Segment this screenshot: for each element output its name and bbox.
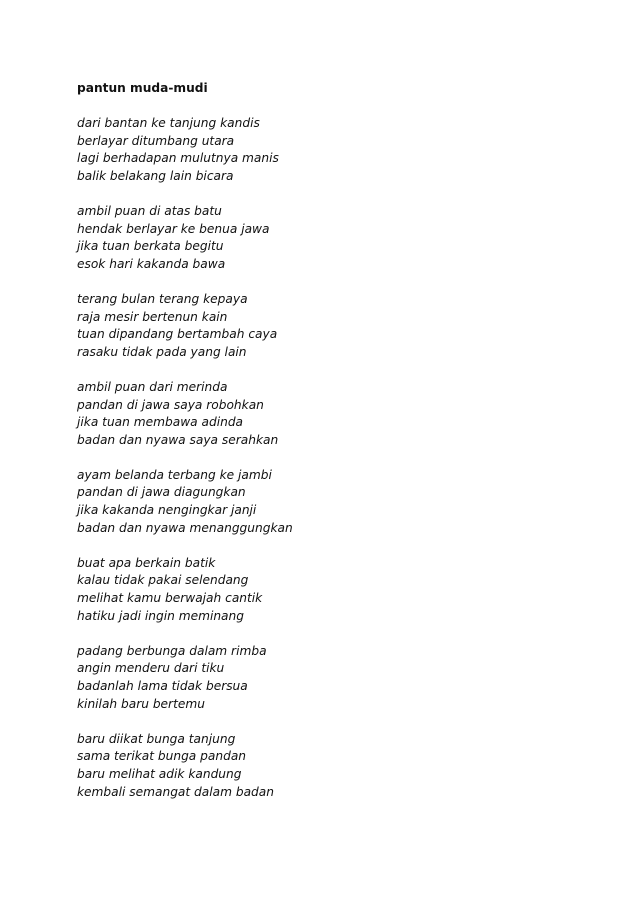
stanza-line: pandan di jawa saya robohkan: [77, 397, 264, 412]
stanza-line: baru melihat adik kandung: [77, 766, 242, 781]
stanza-line: badanlah lama tidak bersua: [77, 679, 248, 693]
stanza-line: ambil puan dari merinda: [77, 379, 228, 394]
stanza-line: raja mesir bertenun kain: [77, 309, 228, 324]
stanza-line: badan dan nyawa menanggungkan: [77, 520, 293, 535]
stanza-2: [77, 203, 557, 273]
stanza-line: kinilah baru bertemu: [77, 696, 205, 711]
stanza-line: badan dan nyawa saya serahkan: [77, 432, 279, 447]
stanza-5: [77, 467, 557, 537]
stanza-line: jika tuan membawa adinda: [77, 415, 244, 430]
stanza-1: [77, 115, 557, 185]
stanza-line: balik belakang lain bicara: [77, 168, 234, 183]
stanza-line: angin menderu dari tiku: [77, 661, 225, 676]
stanza-line: pandan di jawa diagungkan: [77, 485, 246, 500]
stanza-line: dari bantan ke tanjung kandis: [77, 116, 260, 130]
stanza-line: sama terikat bunga pandan: [77, 749, 247, 764]
stanza-4: [77, 379, 557, 449]
stanza-7: [77, 643, 557, 713]
stanza-line: melihat kamu berwajah cantik: [77, 591, 263, 606]
stanza-line: padang berbunga dalam rimba: [77, 643, 267, 658]
stanza-line: terang bulan terang kepaya: [77, 291, 248, 306]
stanza-3: [77, 291, 557, 361]
stanza-line: berlayar ditumbang utara: [77, 133, 235, 148]
stanza-line: ayam belanda terbang ke jambi: [77, 467, 272, 482]
poem-body: [77, 80, 557, 819]
stanza-line: ambil puan di atas batu: [77, 203, 222, 218]
stanza-line: rasaku tidak pada yang lain: [77, 344, 247, 359]
stanza-line: esok hari kakanda bawa: [77, 256, 226, 271]
stanza-6: [77, 555, 557, 625]
stanza-line: jika tuan berkata begitu: [77, 239, 224, 254]
stanza-line: kembali semangat dalam badan: [77, 784, 274, 799]
stanza-line: hatiku jadi ingin meminang: [77, 608, 244, 623]
stanza-line: buat apa berkain batik: [77, 555, 216, 570]
stanza-line: kalau tidak pakai selendang: [77, 573, 249, 588]
stanza-line: baru diikat bunga tanjung: [77, 731, 236, 746]
stanza-line: jika kakanda nengingkar janji: [77, 503, 257, 518]
stanza-line: hendak berlayar ke benua jawa: [77, 221, 270, 236]
stanza-line: lagi berhadapan mulutnya manis: [77, 151, 279, 166]
stanza-line: tuan dipandang bertambah caya: [77, 327, 278, 342]
stanza-8: [77, 731, 557, 801]
document-title: pantun muda-mudi: [77, 81, 208, 95]
